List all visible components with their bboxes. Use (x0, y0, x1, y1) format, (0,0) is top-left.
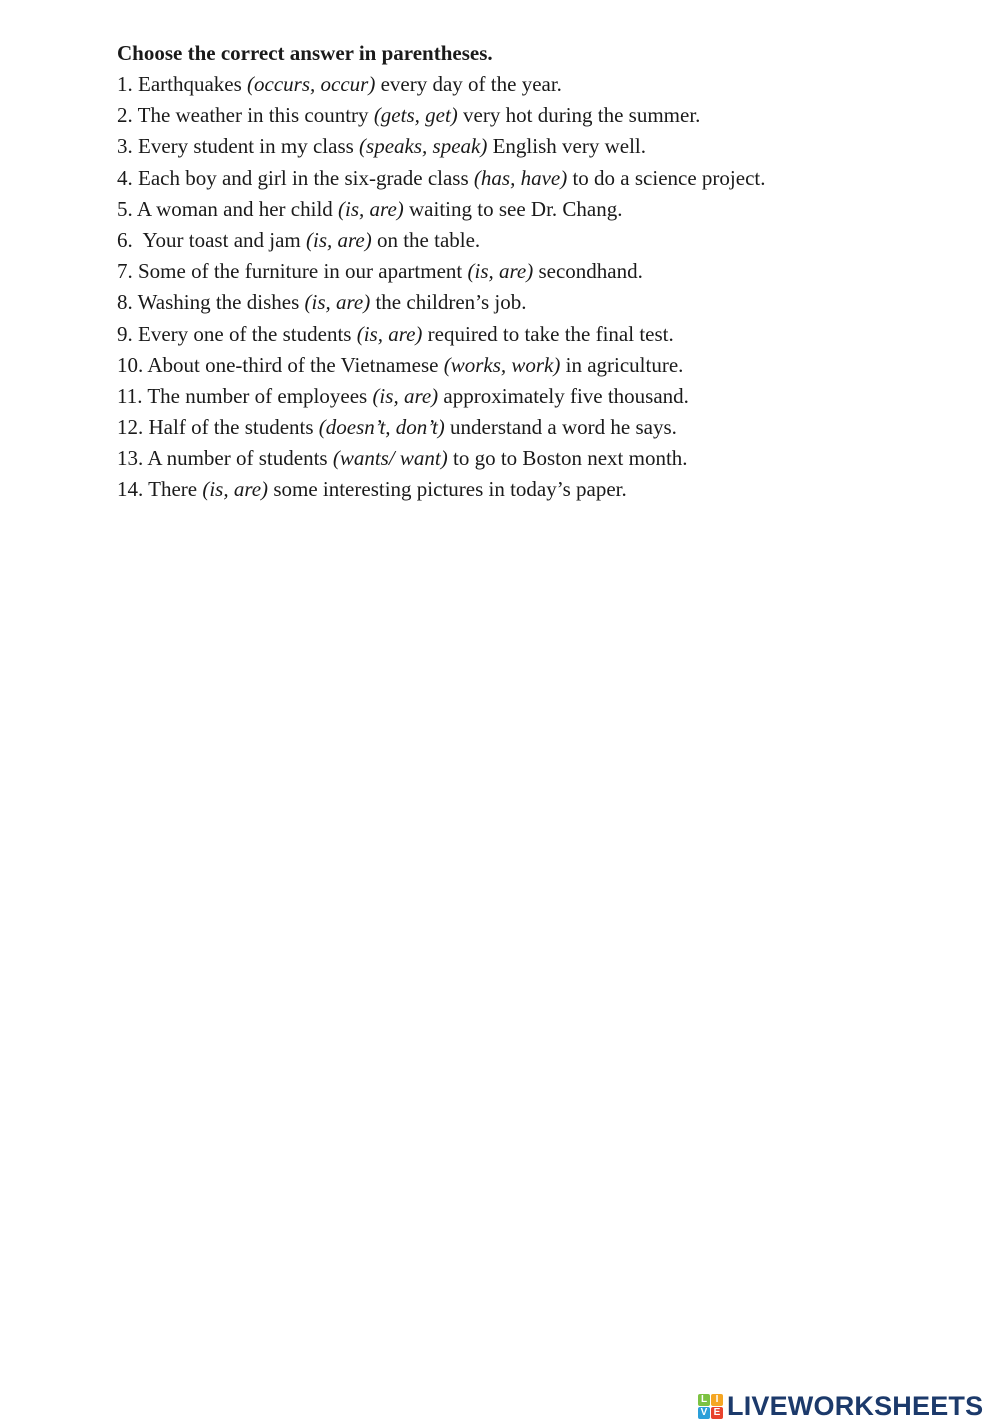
question-item (117, 287, 937, 318)
question-text: 9. Every one of the students (117, 321, 357, 346)
logo-cell: L (698, 1394, 710, 1406)
question-item (117, 100, 937, 131)
question-text: 4. Each boy and girl in the six-grade class (117, 165, 474, 190)
question-text: very hot during the summer. (457, 103, 701, 128)
answer-choices: (works, work) (443, 352, 561, 377)
question-text: to go to Boston next month. (447, 446, 688, 471)
question-item (117, 381, 937, 412)
answer-choices: (speaks, speak) (359, 134, 488, 159)
question-text: 14. There (117, 477, 203, 502)
instruction-heading: Choose the correct answer in parentheses. (117, 41, 493, 65)
question-text: some interesting pictures in today’s paper. (268, 477, 627, 502)
answer-choices: (has, have) (473, 165, 568, 190)
question-text: 6. Your toast and jam (117, 227, 306, 252)
question-item (117, 69, 937, 100)
question-text: approximately five thousand. (438, 383, 689, 408)
question-text: 12. Half of the students (117, 415, 319, 440)
question-list (117, 69, 937, 506)
question-text: 3. Every student in my class (117, 134, 360, 159)
answer-choices: (is, are) (372, 383, 439, 408)
liveworksheets-logo-icon (698, 1394, 723, 1419)
question-item (117, 225, 937, 256)
liveworksheets-branding (698, 1391, 983, 1421)
question-text: 1. Earthquakes (117, 72, 248, 96)
question-item (117, 163, 937, 194)
question-text: 5. A woman and her child (117, 196, 339, 221)
answer-choices: (is, are) (202, 477, 269, 502)
answer-choices: (is, are) (467, 259, 534, 284)
question-text: 8. Washing the dishes (117, 290, 305, 315)
answer-choices: (is, are) (306, 227, 372, 252)
question-item (117, 194, 937, 225)
answer-choices: (gets, get) (373, 103, 458, 128)
question-text: English very well. (487, 134, 646, 159)
logo-cell: V (698, 1407, 710, 1419)
answer-choices: (doesn’t, don’t) (318, 415, 445, 440)
question-text: the children’s job. (370, 290, 527, 315)
logo-cell: I (711, 1394, 723, 1406)
question-text: understand a word he says. (444, 415, 677, 440)
question-text: every day of the year. (375, 72, 562, 96)
answer-choices: (is, are) (338, 196, 404, 221)
question-item (117, 412, 937, 443)
question-text: 10. About one-third of the Vietnamese (117, 352, 444, 377)
question-text: 7. Some of the furniture in our apartment (117, 259, 468, 284)
question-item (117, 474, 937, 505)
question-item (117, 256, 937, 287)
question-text: waiting to see Dr. Chang. (403, 196, 623, 221)
question-text: in agriculture. (560, 352, 684, 377)
question-item (117, 131, 937, 162)
question-text: 2. The weather in this country (117, 103, 374, 128)
question-item (117, 443, 937, 474)
logo-cell: E (711, 1407, 723, 1419)
question-text: on the table. (371, 227, 481, 252)
answer-choices: (occurs, occur) (247, 72, 376, 96)
question-text: secondhand. (533, 259, 643, 284)
answer-choices: (wants/ want) (332, 446, 448, 471)
question-item (117, 350, 937, 381)
answer-choices: (is, are) (356, 321, 423, 346)
question-text: 13. A number of students (117, 446, 333, 471)
brand-name: LIVEWORKSHEETS (727, 1390, 984, 1421)
question-item (117, 319, 937, 350)
question-text: required to take the final test. (422, 321, 674, 346)
answer-choices: (is, are) (304, 290, 371, 315)
question-text: 11. The number of employees (117, 383, 373, 408)
question-text: to do a science project. (567, 165, 766, 190)
worksheet (117, 38, 937, 506)
